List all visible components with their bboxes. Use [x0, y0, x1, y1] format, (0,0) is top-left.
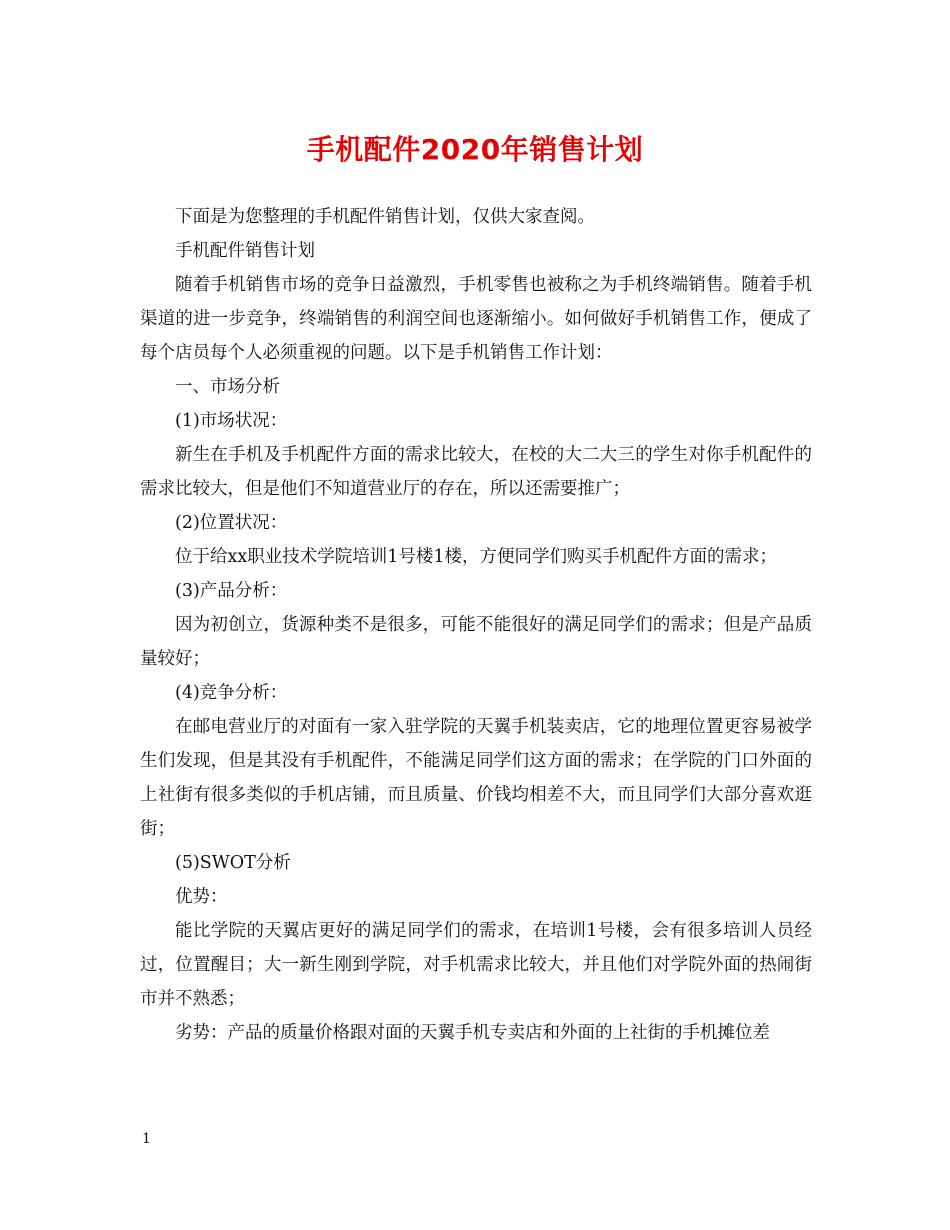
paragraph: 因为初创立，货源种类不是很多，可能不能很好的满足同学们的需求；但是产品质量较好；: [140, 615, 812, 669]
paragraph: 位于给xx职业技术学院培训1号楼1楼，方便同学们购买手机配件方面的需求；: [175, 547, 778, 567]
paragraph: 能比学院的天翼店更好的满足同学们的需求，在培训1号楼，会有很多培训人员经过，位置醒目；大一新生刚到学院，对手机需求比较大，并且他们对学院外面的热闹街市并不熟悉；: [140, 921, 812, 1009]
paragraph: 在邮电营业厅的对面有一家入驻学院的天翼手机装卖店，它的地理位置更容易被学生们发现，但是其没有手机配件，不能满足同学们这方面的需求；在学院的门口外面的上社街有很多类似的手机店铺，而且质量、价钱均相差不大，而且同学们大部分喜欢逛街；: [140, 717, 812, 839]
subsection-heading: (2)位置状况：: [175, 513, 288, 533]
subsection-heading: (3)产品分析：: [175, 581, 288, 601]
subsection-heading: (4)竞争分析：: [175, 683, 288, 703]
section-heading: 一、市场分析: [175, 377, 280, 397]
page-number: 1: [142, 1131, 151, 1147]
paragraph: 手机配件销售计划: [175, 241, 315, 261]
paragraph: 下面是为您整理的手机配件销售计划，仅供大家查阅。: [175, 207, 595, 227]
document-body: [140, 200, 812, 1050]
document-title: 手机配件2020年销售计划: [306, 133, 644, 166]
paragraph: 新生在手机及手机配件方面的需求比较大，在校的大二大三的学生对你手机配件的需求比较大，但是他们不知道营业厅的存在，所以还需要推广；: [140, 445, 812, 499]
subsection-heading: (1)市场状况：: [175, 411, 288, 431]
paragraph: 劣势：产品的质量价格跟对面的天翼手机专卖店和外面的上社街的手机摊位差: [175, 1023, 770, 1043]
paragraph: 优势：: [175, 887, 228, 907]
paragraph: 随着手机销售市场的竞争日益激烈，手机零售也被称之为手机终端销售。随着手机渠道的进一步竞争，终端销售的利润空间也逐渐缩小。如何做好手机销售工作，便成了每个店员每个人必须重视的问题。以下是手机销售工作计划：: [140, 275, 812, 363]
subsection-heading: (5)SWOT分析: [175, 853, 291, 873]
